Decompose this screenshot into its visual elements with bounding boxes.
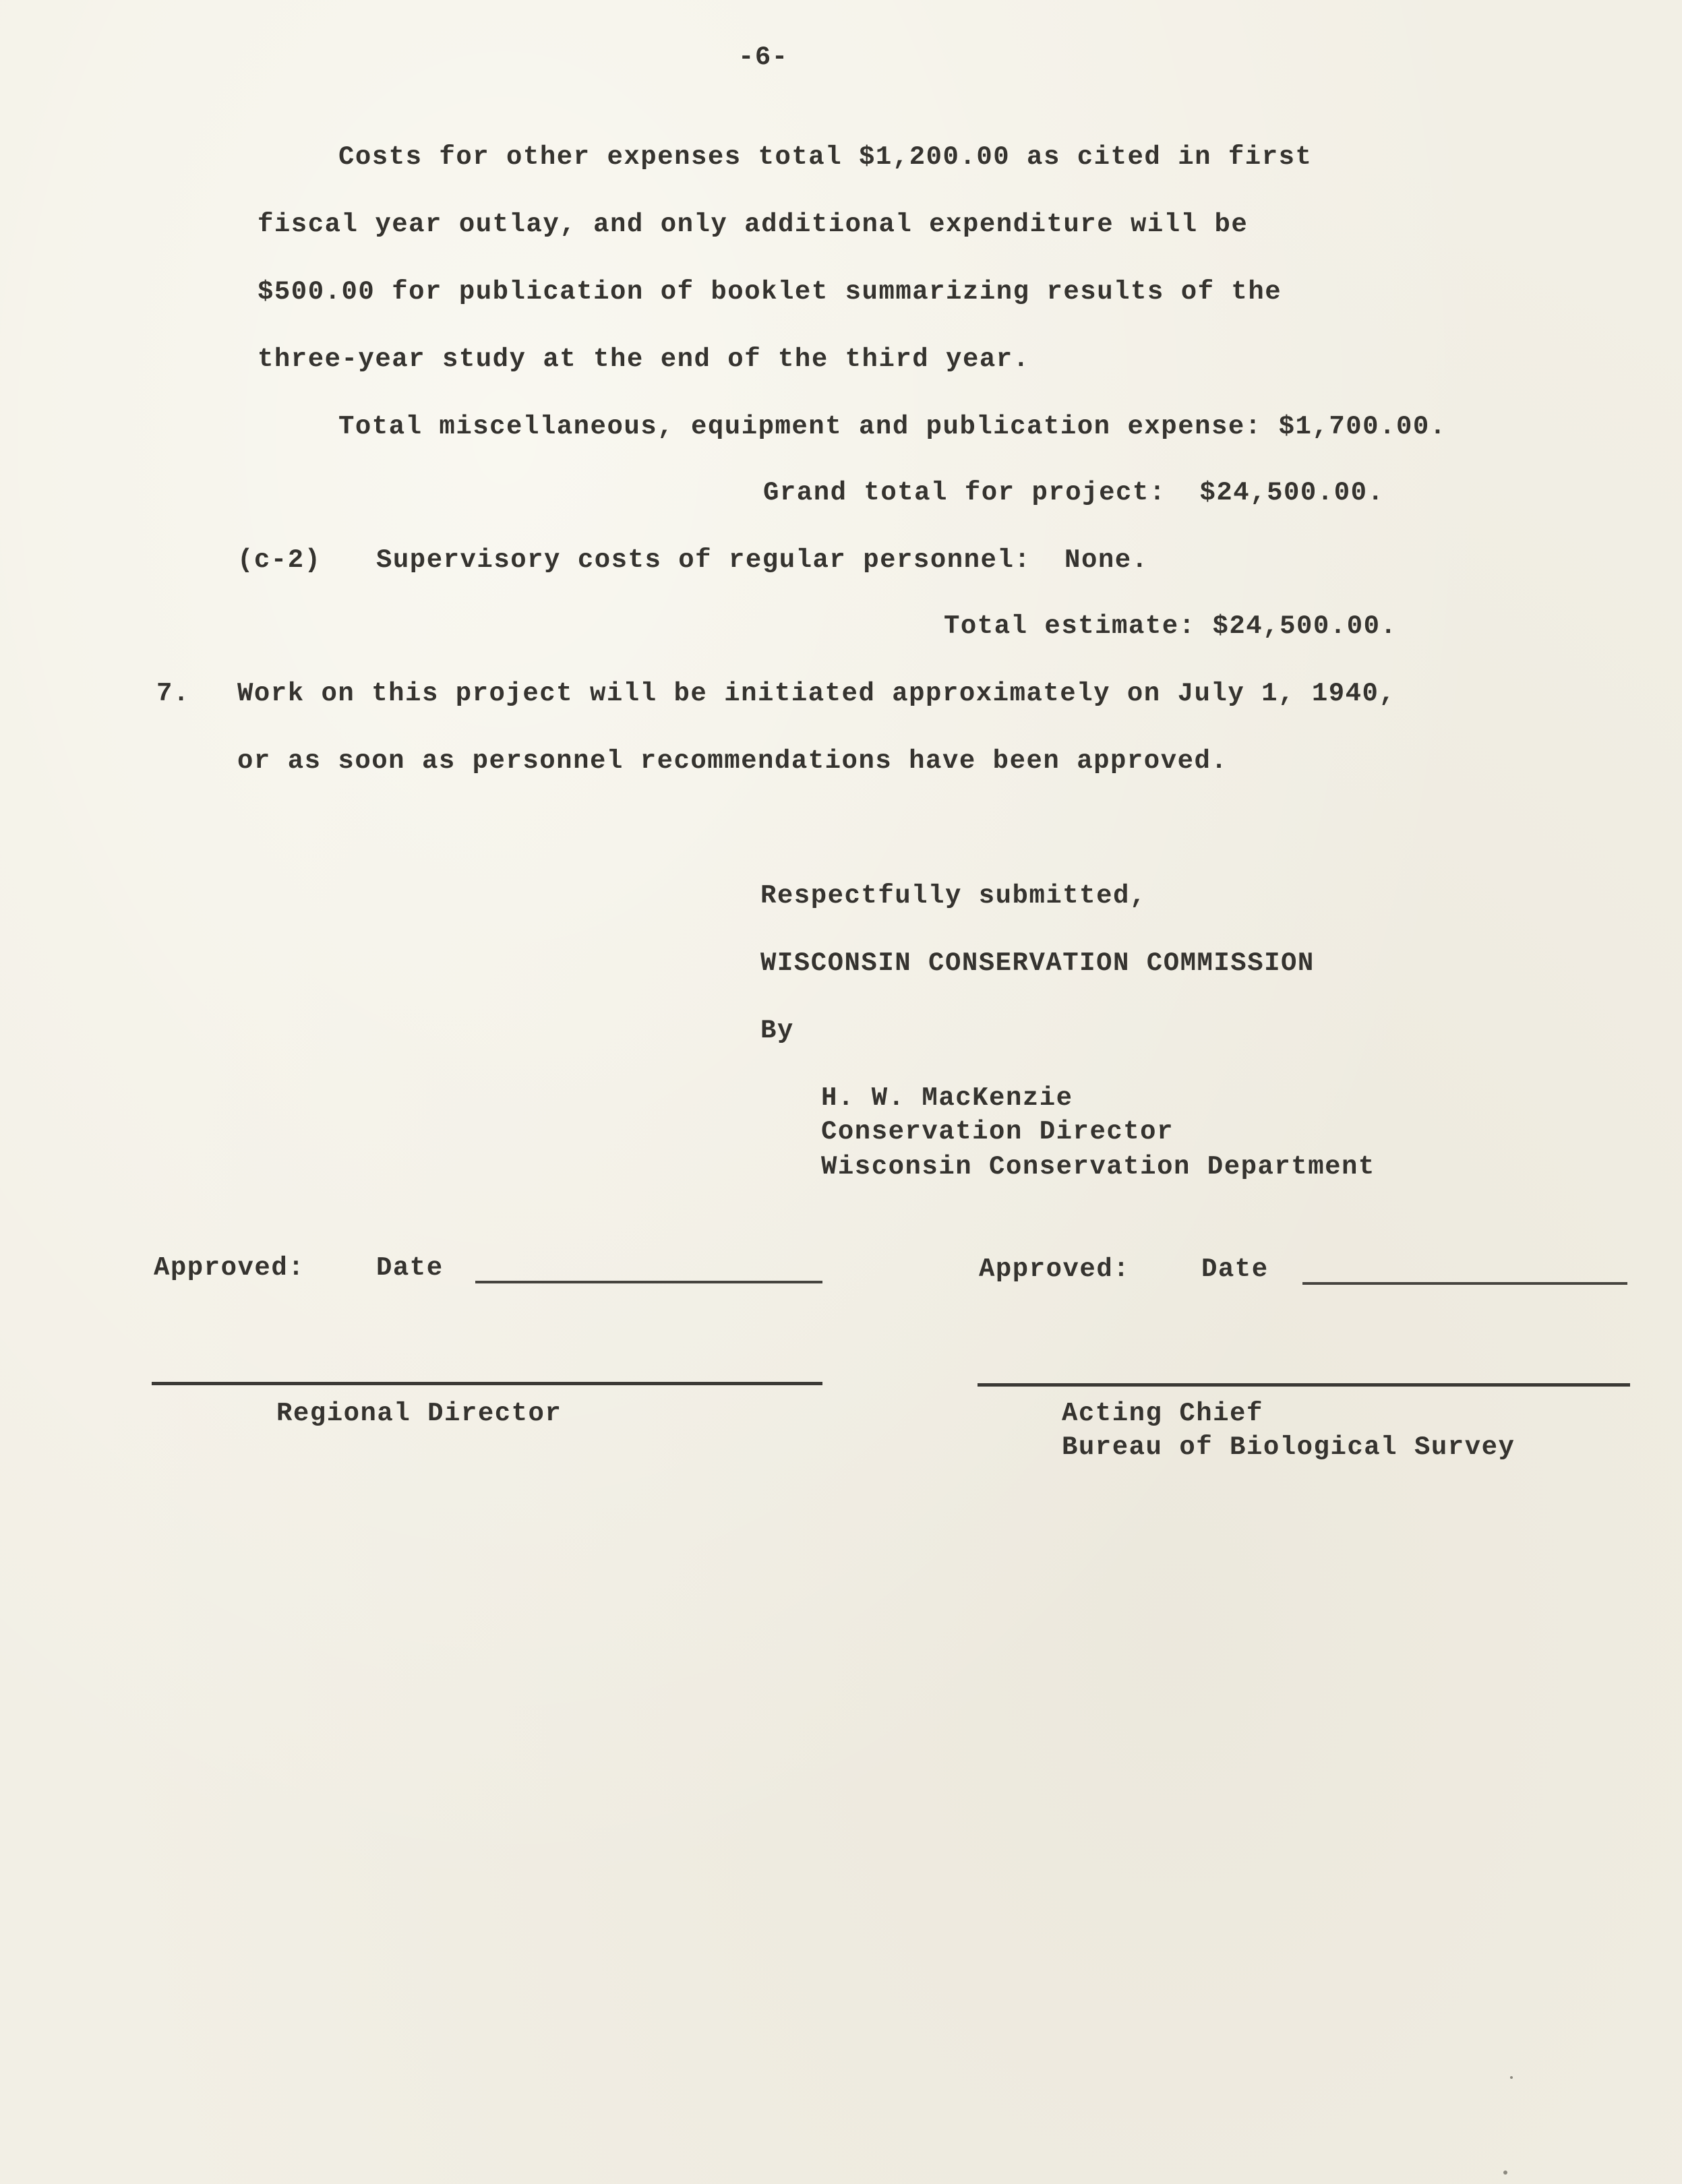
supervisory-label: (c-2): [237, 545, 322, 575]
date-line-right[interactable]: [1302, 1282, 1627, 1285]
paper-speck: [1510, 2076, 1513, 2079]
signature-line-right[interactable]: [978, 1383, 1630, 1387]
signer-title: Conservation Director: [821, 1117, 1174, 1147]
signatory-right-line-1: Acting Chief: [1062, 1399, 1263, 1428]
item-line-2: or as soon as personnel recommendations have been approved.: [237, 746, 1228, 776]
item-line-1: Work on this project will be initiated approximately on July 1, 1940,: [237, 679, 1396, 708]
paragraph-line-2: fiscal year outlay, and only additional expenditure will be: [258, 210, 1249, 239]
signature-line-left[interactable]: [152, 1382, 822, 1385]
signatory-left: Regional Director: [276, 1399, 562, 1428]
closing: Respectfully submitted,: [760, 881, 1147, 911]
paper-speck: [1503, 2171, 1507, 2175]
misc-total: Total miscellaneous, equipment and publication expense: $1,700.00.: [338, 412, 1447, 442]
organization: WISCONSIN CONSERVATION COMMISSION: [760, 948, 1315, 978]
date-label-right: Date: [1201, 1254, 1269, 1284]
approved-label-left: Approved:: [154, 1253, 305, 1283]
item-number: 7.: [156, 679, 190, 708]
grand-total: Grand total for project: $24,500.00.: [763, 478, 1385, 508]
supervisory-text: Supervisory costs of regular personnel: None.: [376, 545, 1149, 575]
signatory-right-line-2: Bureau of Biological Survey: [1062, 1432, 1515, 1462]
signer-name: H. W. MacKenzie: [821, 1083, 1073, 1113]
approved-label-right: Approved:: [979, 1254, 1131, 1284]
paragraph-line-4: three-year study at the end of the third year.: [258, 344, 1030, 374]
date-line-left[interactable]: [475, 1281, 822, 1283]
by-label: By: [760, 1016, 794, 1045]
paragraph-line-1: Costs for other expenses total $1,200.00 as cited in first: [338, 142, 1313, 172]
paragraph-line-3: $500.00 for publication of booklet summarizing results of the: [258, 277, 1282, 307]
total-estimate: Total estimate: $24,500.00.: [944, 611, 1398, 641]
signer-department: Wisconsin Conservation Department: [821, 1152, 1375, 1182]
page-number: -6-: [738, 42, 789, 72]
date-label-left: Date: [376, 1253, 444, 1283]
